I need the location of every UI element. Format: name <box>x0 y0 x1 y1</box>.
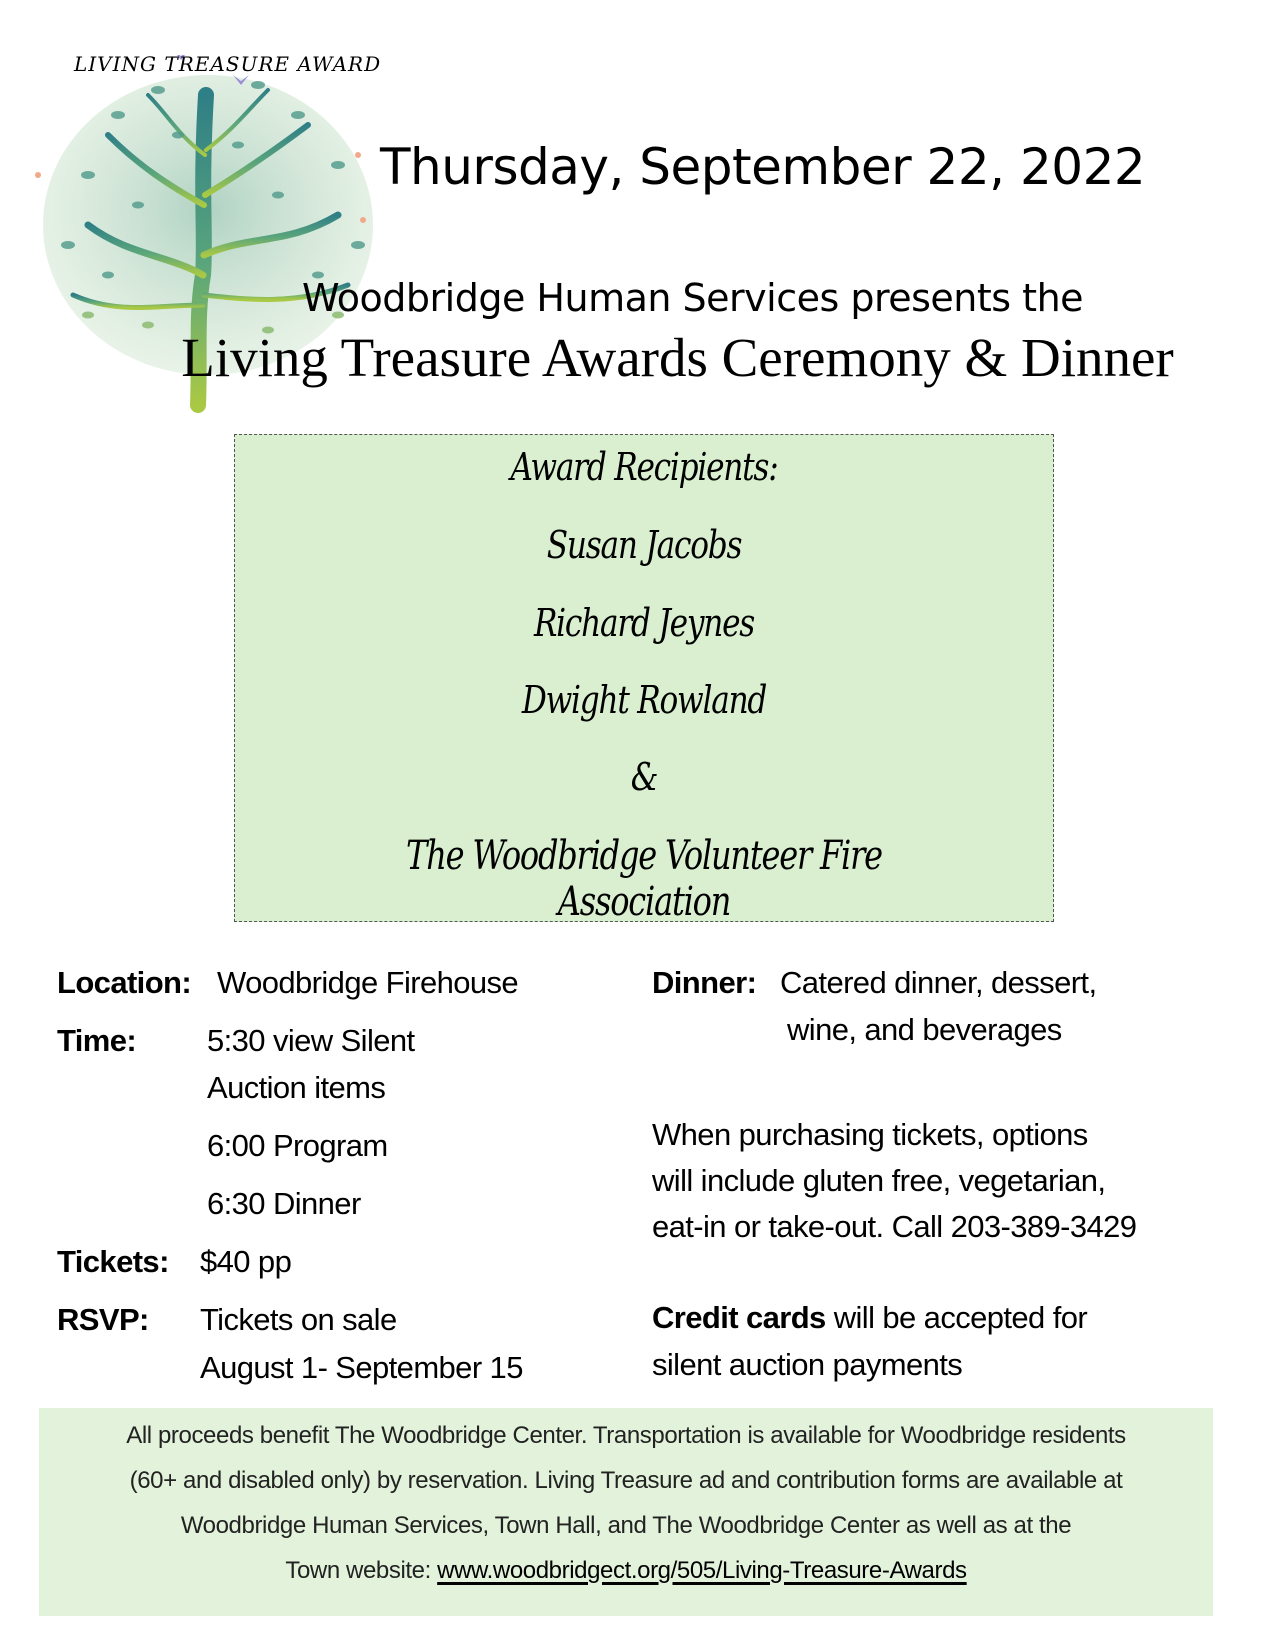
credit-cards-line <box>652 1300 1087 1336</box>
time-item: 6:30 Dinner <box>207 1186 361 1221</box>
dinner-line: wine, and beverages <box>787 1012 1062 1047</box>
location-label: Location: <box>57 965 192 1000</box>
footer-line: All proceeds benefit The Woodbridge Center. Transportation is available for Woodbridge residents <box>126 1422 1126 1449</box>
event-date: Thursday, September 22, 2022 <box>380 138 1146 196</box>
time-item: 5:30 view Silent <box>207 1023 415 1058</box>
footer-info-band <box>39 1408 1213 1616</box>
time-label: Time: <box>57 1023 137 1058</box>
time-item: Auction items <box>207 1070 386 1105</box>
rsvp-line: Tickets on sale <box>200 1302 397 1337</box>
credit-cards-bold: Credit cards <box>652 1300 826 1335</box>
event-title: Living Treasure Awards Ceremony & Dinner <box>181 327 1174 388</box>
tickets-price: $40 pp <box>200 1244 292 1279</box>
time-item: 6:00 Program <box>207 1128 388 1163</box>
website-prefix: Town website: <box>285 1557 438 1584</box>
award-recipients-box <box>234 434 1054 925</box>
location-value: Woodbridge Firehouse <box>217 965 519 1000</box>
credit-cards-rest: will be accepted for <box>825 1300 1088 1335</box>
footer-website-line <box>39 1557 1213 1585</box>
ticket-options-line: will include gluten free, vegetarian, <box>652 1163 1106 1198</box>
dinner-label: Dinner: <box>652 965 757 1000</box>
website-link[interactable]: www.woodbridgect.org/505/Living-Treasure-Awards <box>437 1557 967 1584</box>
footer-line: (60+ and disabled only) by reservation. Living Treasure ad and contribution forms are available at <box>129 1467 1123 1494</box>
tickets-label: Tickets: <box>57 1244 169 1279</box>
ticket-options-line: eat-in or take-out. Call 203-389-3429 <box>652 1209 1137 1244</box>
footer-line: Woodbridge Human Services, Town Hall, and The Woodbridge Center as well as at the <box>180 1512 1072 1539</box>
recipient-name: Dwight Rowland <box>521 678 767 722</box>
ticket-options-line: When purchasing tickets, options <box>652 1117 1088 1152</box>
recipient-organization: The Woodbridge Volunteer Fire Association <box>406 833 882 925</box>
presenter-line: Woodbridge Human Services presents the <box>301 276 1084 320</box>
recipient-name: Susan Jacobs <box>546 523 742 567</box>
award-badge-label: LIVING TREASURE AWARD <box>74 52 382 76</box>
recipients-ampersand: & <box>630 755 658 799</box>
rsvp-label: RSVP: <box>57 1302 149 1337</box>
recipient-name: Richard Jeynes <box>533 601 755 645</box>
rsvp-line: August 1- September 15 <box>200 1350 523 1385</box>
credit-cards-line: silent auction payments <box>652 1347 963 1382</box>
dinner-line: Catered dinner, dessert, <box>780 965 1097 1000</box>
recipients-heading: Award Recipients: <box>510 445 778 489</box>
